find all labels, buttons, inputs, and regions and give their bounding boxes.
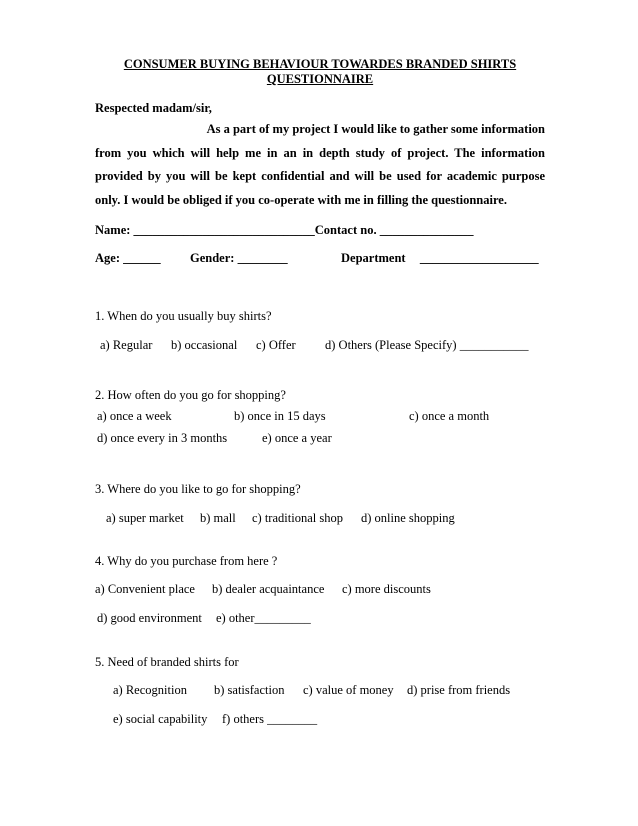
name-field[interactable] (95, 223, 473, 238)
q1-option-d-label: d) Others (Please Specify) (325, 338, 457, 352)
question-3: 3. Where do you like to go for shopping? (95, 482, 301, 496)
q1-option-c[interactable]: c) Offer (256, 338, 296, 352)
intro-line-1: As a part of my project I would like to gather some information (206, 122, 545, 136)
intro-line-4: only. I would be obliged if you co-operate with me in filling the questionnaire. (95, 192, 507, 207)
intro-line-3: provided by you will be kept confidential and will be used for academic purpose (95, 169, 545, 183)
q5-option-a[interactable]: a) Recognition (113, 683, 187, 697)
q5-option-c[interactable]: c) value of money (303, 683, 394, 697)
name-label: Name: (95, 223, 131, 237)
q4-option-d[interactable]: d) good environment (97, 611, 202, 625)
gender-blank[interactable]: ________ (237, 251, 288, 265)
q4-option-e[interactable] (216, 611, 311, 626)
q4-option-a[interactable]: a) Convenient place (95, 582, 195, 596)
intro-line-2: from you which will help me in an in depth study of project. The information (95, 145, 545, 160)
q5-option-b[interactable]: b) satisfaction (214, 683, 285, 697)
q2-option-d[interactable]: d) once every in 3 months (97, 431, 228, 445)
gender-field[interactable] (190, 251, 288, 266)
question-5: 5. Need of branded shirts for (95, 655, 239, 669)
document-title-line2: QUESTIONNAIRE (266, 72, 374, 86)
department-blank[interactable]: ___________________ (419, 251, 539, 265)
q2-option-a[interactable]: a) once a week (97, 409, 172, 423)
name-blank[interactable]: _____________________________ (133, 223, 315, 237)
q5-option-f[interactable] (222, 712, 317, 727)
contact-label: Contact no. (314, 223, 377, 237)
contact-blank[interactable]: _______________ (379, 223, 474, 237)
question-2: 2. How often do you go for shopping? (95, 388, 286, 402)
q5-option-e[interactable]: e) social capability (113, 712, 208, 726)
q4-option-c[interactable]: c) more discounts (342, 582, 431, 596)
document-title-line1: CONSUMER BUYING BEHAVIOUR TOWARDES BRANDED SHIRTS (123, 57, 517, 71)
q3-option-d[interactable]: d) online shopping (361, 511, 455, 525)
age-label: Age: (95, 251, 120, 265)
q5-option-f-label: f) others (222, 712, 264, 726)
q4-option-e-blank[interactable]: _________ (254, 611, 311, 625)
q1-option-a[interactable]: a) Regular (100, 338, 153, 352)
q2-option-c[interactable]: c) once a month (409, 409, 490, 423)
q3-option-c[interactable]: c) traditional shop (252, 511, 343, 525)
age-blank[interactable]: ______ (123, 251, 161, 265)
q1-option-d-blank[interactable]: ___________ (459, 338, 529, 352)
q3-option-b[interactable]: b) mall (200, 511, 236, 525)
q1-option-d[interactable] (325, 338, 528, 353)
department-field[interactable] (341, 251, 539, 266)
q1-option-b[interactable]: b) occasional (171, 338, 238, 352)
salutation: Respected madam/sir, (95, 101, 212, 115)
q5-option-f-blank[interactable]: ________ (267, 712, 318, 726)
age-field[interactable] (95, 251, 161, 266)
gender-label: Gender: (190, 251, 235, 265)
q4-option-b[interactable]: b) dealer acquaintance (212, 582, 325, 596)
q4-option-e-label: e) other (216, 611, 255, 625)
department-label: Department (341, 251, 406, 265)
q2-option-b[interactable]: b) once in 15 days (234, 409, 326, 423)
question-4: 4. Why do you purchase from here ? (95, 554, 278, 568)
question-1: 1. When do you usually buy shirts? (95, 309, 272, 323)
q3-option-a[interactable]: a) super market (106, 511, 184, 525)
intro-paragraph (95, 118, 545, 212)
q5-option-d[interactable]: d) prise from friends (407, 683, 511, 697)
q2-option-e[interactable]: e) once a year (262, 431, 332, 445)
